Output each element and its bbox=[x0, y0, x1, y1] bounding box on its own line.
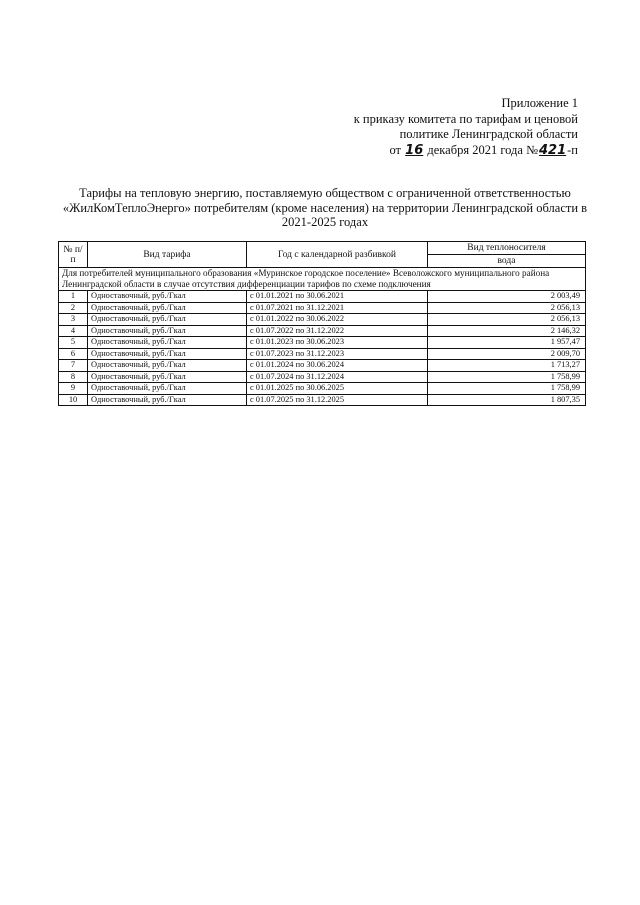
appendix-order-line: к приказу комитета по тарифам и ценовой bbox=[353, 111, 578, 126]
date-prefix: от bbox=[389, 142, 402, 157]
header-water: вода bbox=[428, 255, 586, 268]
order-suffix: -п bbox=[567, 142, 578, 157]
table-row bbox=[59, 291, 586, 303]
row-number: 4 bbox=[59, 325, 88, 337]
row-period: с 01.07.2024 по 31.12.2024 bbox=[247, 371, 428, 383]
header-carrier: Вид теплоносителя bbox=[428, 242, 586, 255]
table-row bbox=[59, 371, 586, 383]
title-line-1: Тарифы на тепловую энергию, поставляемую обществом с ограниченной ответственностью bbox=[79, 186, 571, 200]
appendix-date-line bbox=[354, 143, 578, 159]
table-row bbox=[59, 348, 586, 360]
date-middle: декабря 2021 года № bbox=[427, 142, 538, 157]
row-number: 5 bbox=[59, 337, 88, 349]
row-tariff: Одноставочный, руб./Гкал bbox=[88, 291, 247, 303]
appendix-block bbox=[354, 96, 578, 158]
row-value: 1 758,99 bbox=[428, 383, 586, 395]
row-value: 1 807,35 bbox=[428, 394, 586, 406]
table-row bbox=[59, 325, 586, 337]
handwritten-order-number: 421 bbox=[539, 142, 567, 158]
row-number: 10 bbox=[59, 394, 88, 406]
row-tariff: Одноставочный, руб./Гкал bbox=[88, 394, 247, 406]
row-tariff: Одноставочный, руб./Гкал bbox=[88, 383, 247, 395]
row-number: 1 bbox=[59, 291, 88, 303]
row-value: 1 957,47 bbox=[428, 337, 586, 349]
row-period: с 01.01.2023 по 30.06.2023 bbox=[247, 337, 428, 349]
row-number: 3 bbox=[59, 314, 88, 326]
table-row bbox=[59, 360, 586, 372]
row-value: 2 003,49 bbox=[428, 291, 586, 303]
title-line-2: «ЖилКомТеплоЭнерго» потребителям (кроме населения) на территории Ленинградской области в bbox=[62, 200, 588, 215]
header-tariff: Вид тарифа bbox=[88, 242, 247, 268]
row-number: 8 bbox=[59, 371, 88, 383]
row-period: с 01.07.2023 по 31.12.2023 bbox=[247, 348, 428, 360]
row-tariff: Одноставочный, руб./Гкал bbox=[88, 348, 247, 360]
row-tariff: Одноставочный, руб./Гкал bbox=[88, 314, 247, 326]
row-period: с 01.01.2025 по 30.06.2025 bbox=[247, 383, 428, 395]
row-number: 2 bbox=[59, 302, 88, 314]
table-row bbox=[59, 314, 586, 326]
row-tariff: Одноставочный, руб./Гкал bbox=[88, 325, 247, 337]
row-value: 1 713,27 bbox=[428, 360, 586, 372]
row-period: с 01.07.2025 по 31.12.2025 bbox=[247, 394, 428, 406]
consumer-group-label: Для потребителей муниципального образования «Муринское городское поселение» Всеволожского муниципального района Ленинградской области в случае отсутствия дифференциации тарифов по схеме подключения bbox=[59, 268, 586, 291]
row-value: 2 009,70 bbox=[428, 348, 586, 360]
row-tariff: Одноставочный, руб./Гкал bbox=[88, 302, 247, 314]
table-row bbox=[59, 394, 586, 406]
document-title bbox=[60, 186, 590, 230]
handwritten-day: 16 bbox=[405, 142, 424, 158]
row-number: 9 bbox=[59, 383, 88, 395]
appendix-committee-line: политике Ленинградской области bbox=[399, 127, 578, 141]
row-period: с 01.01.2022 по 30.06.2022 bbox=[247, 314, 428, 326]
title-line-3: 2021-2025 годах bbox=[281, 215, 369, 229]
row-value: 1 758,99 bbox=[428, 371, 586, 383]
row-period: с 01.07.2022 по 31.12.2022 bbox=[247, 325, 428, 337]
table-row bbox=[59, 302, 586, 314]
row-tariff: Одноставочный, руб./Гкал bbox=[88, 360, 247, 372]
row-number: 6 bbox=[59, 348, 88, 360]
header-num: № п/п bbox=[59, 242, 88, 268]
header-period: Год с календарной разбивкой bbox=[247, 242, 428, 268]
row-period: с 01.01.2024 по 30.06.2024 bbox=[247, 360, 428, 372]
tariff-table bbox=[58, 241, 586, 406]
row-tariff: Одноставочный, руб./Гкал bbox=[88, 371, 247, 383]
row-value: 2 056,13 bbox=[428, 314, 586, 326]
row-value: 2 056,13 bbox=[428, 302, 586, 314]
table-row bbox=[59, 337, 586, 349]
row-period: с 01.07.2021 по 31.12.2021 bbox=[247, 302, 428, 314]
row-value: 2 146,32 bbox=[428, 325, 586, 337]
table-row bbox=[59, 383, 586, 395]
row-tariff: Одноставочный, руб./Гкал bbox=[88, 337, 247, 349]
row-period: с 01.01.2021 по 30.06.2021 bbox=[247, 291, 428, 303]
appendix-title: Приложение 1 bbox=[501, 96, 578, 110]
row-number: 7 bbox=[59, 360, 88, 372]
